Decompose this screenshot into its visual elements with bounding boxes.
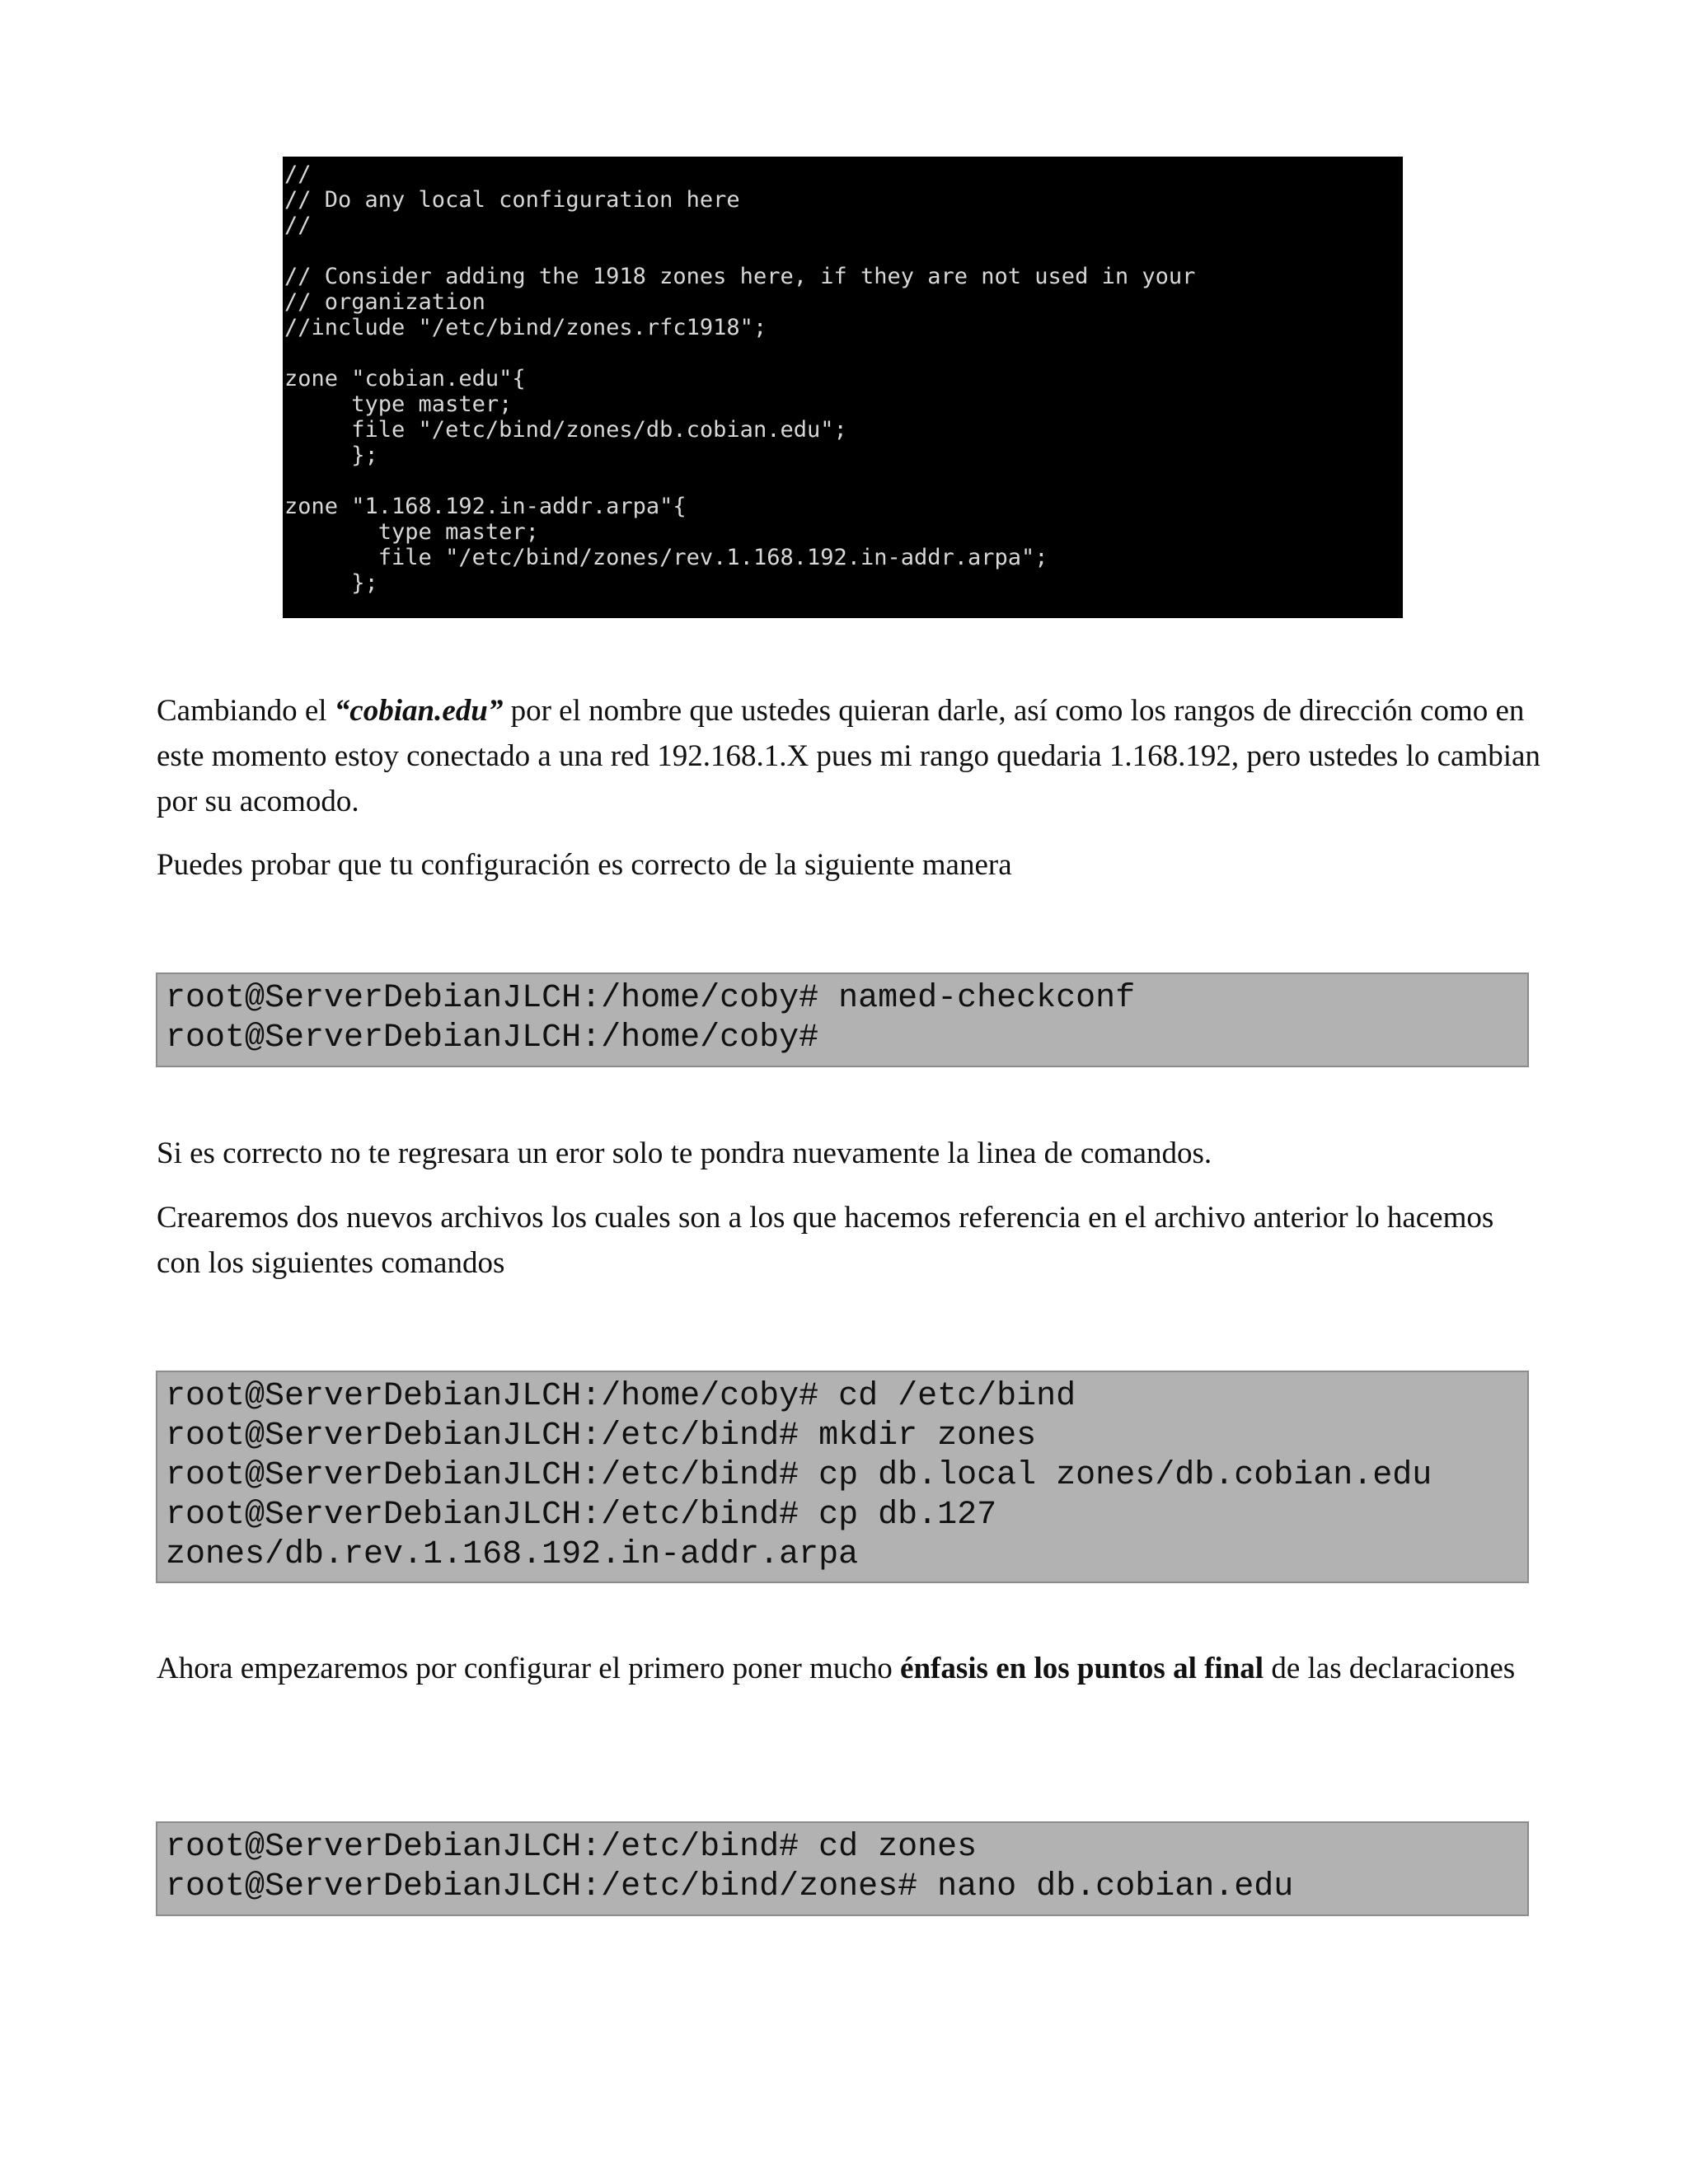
paragraph-zone-rename xyxy=(157,688,1541,824)
command-line: root@ServerDebianJLCH:/etc/bind# cp db.127 xyxy=(166,1497,997,1534)
terminal-line: // xyxy=(284,162,312,187)
paragraph-text: por el nombre que ustedes quieran darle, así como los rangos de dirección como en este momento estoy conectado a una red 192.168.1.X pues mi rango quedaria 1.168.192, pero ustedes lo cambian por su acomodo. xyxy=(157,694,1540,818)
command-block-create-zones xyxy=(156,1371,1529,1583)
paragraph-text: Ahora empezaremos por configurar el primero poner mucho xyxy=(157,1652,901,1685)
terminal-line: zone "cobian.edu"{ xyxy=(284,366,526,391)
terminal-line: zone "1.168.192.in-addr.arpa"{ xyxy=(284,494,687,519)
paragraph-create-files: Crearemos dos nuevos archivos los cuales son a los que hacemos referencia en el archivo anterior lo hacemos con los siguientes comandos xyxy=(157,1201,1494,1280)
command-line: root@ServerDebianJLCH:/home/coby# cd /etc/bind xyxy=(166,1378,1076,1415)
command-block-checkconf xyxy=(156,972,1529,1067)
terminal-line: }; xyxy=(284,443,378,468)
terminal-line: //include "/etc/bind/zones.rfc1918"; xyxy=(284,315,767,340)
command-line: root@ServerDebianJLCH:/etc/bind# cd zones xyxy=(166,1829,978,1866)
terminal-line: file "/etc/bind/zones/rev.1.168.192.in-addr.arpa"; xyxy=(284,545,1048,570)
paragraph-configure-first xyxy=(157,1646,1541,1691)
terminal-line: // Consider adding the 1918 zones here, if they are not used in your xyxy=(284,264,1196,289)
terminal-line: type master; xyxy=(284,519,539,545)
command-line: zones/db.rev.1.168.192.in-addr.arpa xyxy=(166,1536,859,1573)
terminal-line: file "/etc/bind/zones/db.cobian.edu"; xyxy=(284,417,847,443)
bold-emphasis: énfasis en los puntos al final xyxy=(900,1652,1264,1685)
command-block-nano xyxy=(156,1821,1529,1916)
terminal-line xyxy=(283,468,1403,494)
paragraph-test-config: Puedes probar que tu configuración es correcto de la siguiente manera xyxy=(157,848,1012,882)
terminal-line: type master; xyxy=(284,391,513,417)
terminal-line xyxy=(283,340,1403,366)
command-line: root@ServerDebianJLCH:/etc/bind/zones# nano db.cobian.edu xyxy=(166,1868,1294,1905)
terminal-line: // organization xyxy=(284,289,485,315)
paragraph-text: de las declaraciones xyxy=(1264,1652,1516,1685)
paragraph-text: Cambiando el xyxy=(157,694,335,728)
paragraph-no-error: Si es correcto no te regresara un eror solo te pondra nuevamente la linea de comandos. xyxy=(157,1137,1212,1170)
terminal-screenshot xyxy=(283,157,1403,618)
command-line: root@ServerDebianJLCH:/etc/bind# cp db.local zones/db.cobian.edu xyxy=(166,1457,1432,1494)
command-line: root@ServerDebianJLCH:/home/coby# xyxy=(166,1019,819,1057)
terminal-line xyxy=(283,238,1403,264)
command-line: root@ServerDebianJLCH:/etc/bind# mkdir zones xyxy=(166,1418,1037,1455)
terminal-line: // Do any local configuration here xyxy=(284,187,740,213)
terminal-line: // xyxy=(284,213,312,238)
command-line: root@ServerDebianJLCH:/home/coby# named-checkconf xyxy=(166,980,1136,1017)
terminal-line: }; xyxy=(284,570,378,596)
domain-emphasis: “cobian.edu” xyxy=(334,694,504,728)
